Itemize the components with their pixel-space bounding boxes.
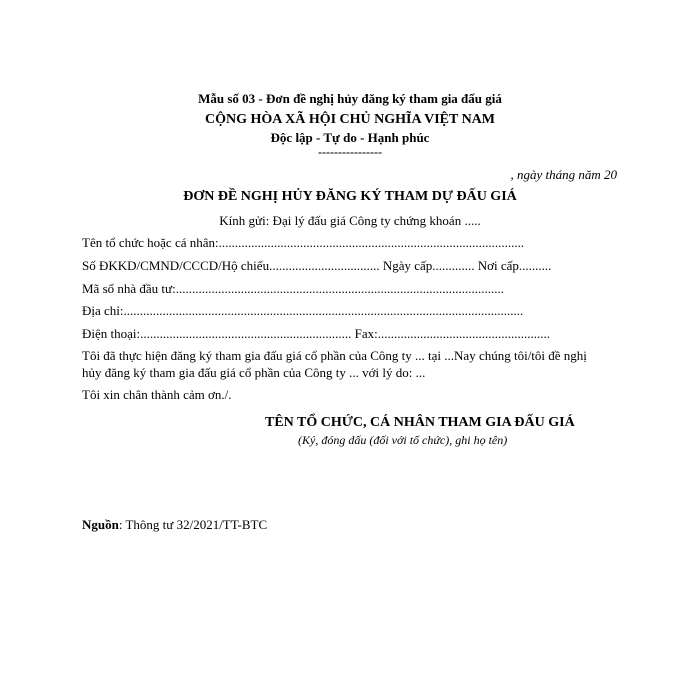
body-paragraph-line-1: Tôi đã thực hiện đăng ký tham gia đấu giá cổ phần của Công ty ... tại ...Nay chúng tôi/tôi đề nghị bbox=[82, 348, 587, 363]
motto: Độc lập - Tự do - Hạnh phúc bbox=[270, 130, 430, 145]
body-paragraph-line-2: hủy đăng ký tham gia đấu giá cổ phần của Công ty ... với lý do: ... bbox=[82, 365, 426, 380]
signature-title: TÊN TỔ CHỨC, CÁ NHÂN THAM GIA ĐẤU GIÁ bbox=[265, 415, 575, 430]
field-investor-code: Mã số nhà đầu tư:..................................................................................................... bbox=[82, 281, 504, 296]
date-line: , ngày tháng năm 20 bbox=[510, 167, 617, 182]
field-org-name: Tên tổ chức hoặc cá nhân:.............................................................................................. bbox=[82, 235, 525, 250]
closing-line: Tôi xin chân thành cảm ơn./. bbox=[82, 387, 232, 402]
signature-note: (Ký, đóng dấu (đối với tổ chức), ghi họ tên) bbox=[298, 433, 508, 447]
form-title: Mẫu số 03 - Đơn đề nghị hủy đăng ký tham gia đấu giá bbox=[198, 91, 502, 106]
source-text: : Thông tư 32/2021/TT-BTC bbox=[118, 517, 268, 532]
document-title: ĐƠN ĐỀ NGHỊ HỦY ĐĂNG KÝ THAM DỰ ĐẤU GIÁ bbox=[183, 189, 517, 204]
recipient-line: Kính gửi: Đại lý đấu giá Công ty chứng khoán ..... bbox=[219, 213, 481, 228]
separator-line: ---------------- bbox=[318, 145, 382, 159]
field-id-number: Số ĐKKD/CMND/CCCD/Hộ chiếu.................................. Ngày cấp............. Nơi cấp.......... bbox=[82, 258, 552, 273]
source-line bbox=[82, 517, 267, 533]
country-heading: CỘNG HÒA XÃ HỘI CHỦ NGHĨA VIỆT NAM bbox=[204, 112, 495, 127]
source-label: Nguồn bbox=[82, 517, 119, 532]
field-phone-fax: Điện thoại:................................................................. Fax:..................................................... bbox=[82, 326, 550, 341]
field-address: Địa chỉ:........................................................................................................................... bbox=[82, 303, 524, 318]
